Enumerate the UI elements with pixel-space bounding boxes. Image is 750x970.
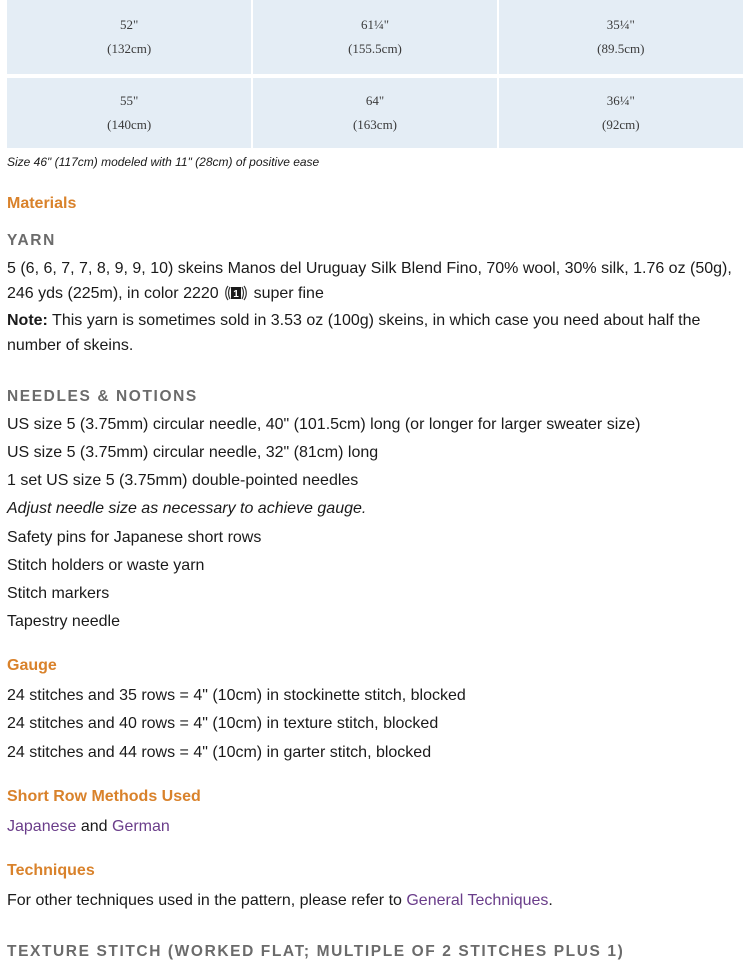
table-row: [7, 76, 743, 148]
table-cell: [7, 76, 252, 148]
yarn-weight-number: 1: [233, 289, 239, 300]
materials-heading: Materials: [7, 195, 77, 212]
gauge-item: 24 stitches and 40 rows = 4" (10cm) in texture stitch, blocked: [7, 715, 439, 732]
short-row-methods: [7, 818, 170, 836]
yarn-description: [7, 256, 745, 306]
needles-heading: NEEDLES & NOTIONS: [7, 388, 198, 405]
needle-item: 1 set US size 5 (3.75mm) double-pointed needles: [7, 472, 359, 489]
needle-item: US size 5 (3.75mm) circular needle, 40" (101.5cm) long (or longer for larger sweater size): [7, 416, 641, 433]
notion-item: Tapestry needle: [7, 613, 120, 630]
techniques-end: .: [548, 892, 553, 909]
cell-inches: 64": [365, 93, 385, 108]
japanese-link[interactable]: Japanese: [7, 818, 77, 835]
cell-cm: (92cm): [602, 117, 640, 132]
german-link[interactable]: German: [112, 818, 170, 835]
note-label: Note:: [7, 312, 48, 329]
yarn-note: [7, 308, 745, 358]
gauge-item: 24 stitches and 35 rows = 4" (10cm) in stockinette stitch, blocked: [7, 687, 466, 704]
yarn-weight-icon: [225, 285, 247, 301]
cell-inches: 36¼": [606, 93, 635, 108]
cell-inches: 61¼": [360, 17, 390, 32]
and-text: and: [80, 818, 108, 835]
size-caption: Size 46" (117cm) modeled with 11" (28cm) of positive ease: [7, 155, 320, 169]
needle-item: US size 5 (3.75mm) circular needle, 32" (81cm) long: [7, 444, 379, 461]
general-techniques-link[interactable]: General Techniques: [406, 892, 549, 909]
texture-stitch-heading: TEXTURE STITCH (WORKED FLAT; MULTIPLE OF 2 STITCHES PLUS 1): [7, 943, 625, 960]
gauge-heading: Gauge: [7, 657, 57, 674]
note-text: This yarn is sometimes sold in 3.53 oz (100g) skeins, in which case you need about half the number of skeins.: [7, 312, 701, 354]
table-cell: [252, 76, 497, 148]
cell-cm: (132cm): [107, 41, 152, 56]
yarn-weight-label: super fine: [253, 285, 324, 302]
gauge-item: 24 stitches and 44 rows = 4" (10cm) in garter stitch, blocked: [7, 744, 432, 761]
cell-inches: 52": [120, 17, 139, 32]
techniques-text: [7, 892, 553, 910]
notion-item: Safety pins for Japanese short rows: [7, 529, 262, 546]
yarn-heading: YARN: [7, 232, 56, 249]
short-row-heading: Short Row Methods Used: [7, 788, 201, 805]
cell-cm: (163cm): [352, 117, 398, 132]
needle-item: Adjust needle size as necessary to achieve gauge.: [7, 500, 367, 517]
cell-inches: 35¼": [606, 17, 635, 32]
yarn-text: 5 (6, 6, 7, 7, 8, 9, 9, 10) skeins Manos del Uruguay Silk Blend Fino, 70% wool, 30% silk, 1.76 oz (50g), 246 yds (225m), in color 2220: [7, 260, 732, 302]
table-cell: [498, 76, 743, 148]
table-cell: [252, 0, 497, 76]
table-row: [7, 0, 743, 76]
table-cell: [498, 0, 743, 76]
table-cell: [7, 0, 252, 76]
techniques-heading: Techniques: [7, 862, 95, 879]
cell-cm: (89.5cm): [597, 41, 645, 56]
techniques-body: For other techniques used in the pattern, please refer to: [7, 892, 402, 909]
cell-cm: (155.5cm): [348, 41, 402, 56]
size-table: [7, 0, 743, 148]
cell-cm: (140cm): [107, 117, 152, 132]
notion-item: Stitch holders or waste yarn: [7, 557, 205, 574]
notion-item: Stitch markers: [7, 585, 110, 602]
cell-inches: 55": [120, 93, 139, 108]
